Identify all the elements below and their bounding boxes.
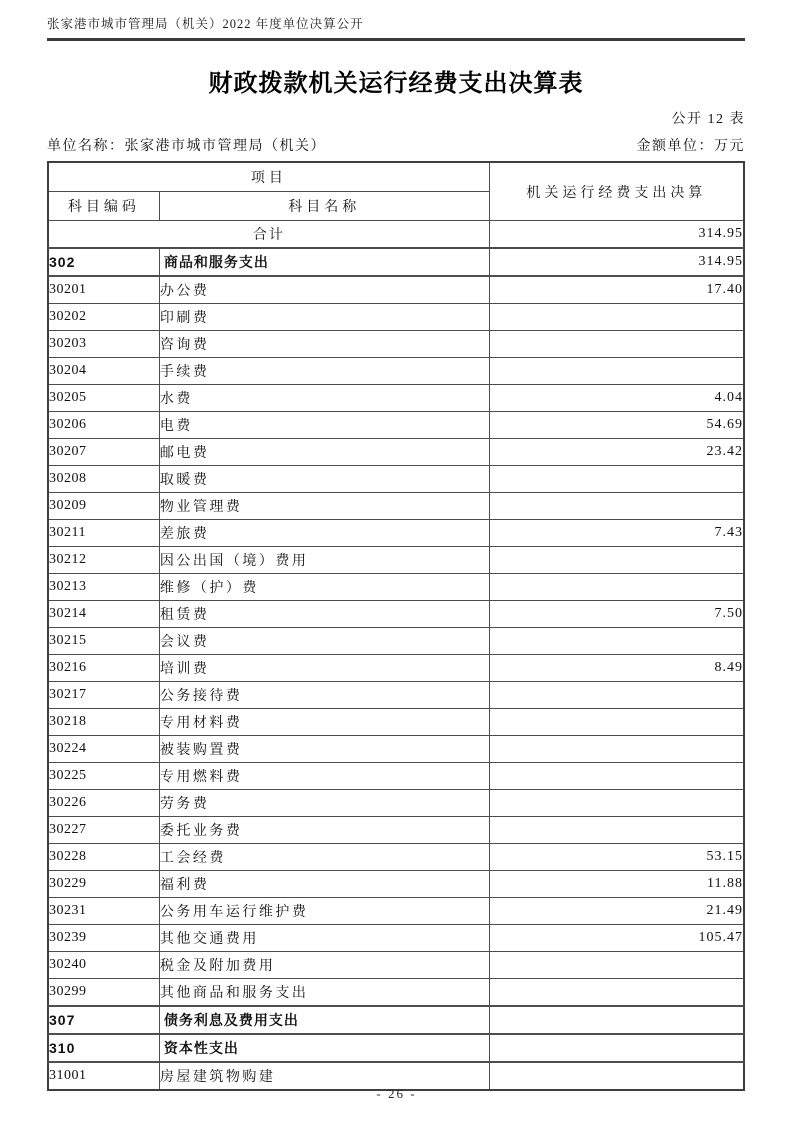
subject-code-cell: 30216 [48, 655, 159, 682]
subject-name-cell: 因公出国（境）费用 [159, 547, 489, 574]
subject-name-cell: 取暖费 [159, 466, 489, 493]
table-row [48, 1006, 744, 1034]
table-row [48, 979, 744, 1007]
header-subject-code: 科目编码 [48, 192, 159, 221]
value-cell [489, 358, 744, 385]
subject-code-cell: 30213 [48, 574, 159, 601]
table-row [48, 736, 744, 763]
table-number-label: 公开 12 表 [671, 112, 745, 127]
subject-code-cell: 30203 [48, 331, 159, 358]
subject-code-cell: 30224 [48, 736, 159, 763]
subject-code-cell: 30204 [48, 358, 159, 385]
page-title: 财政拨款机关运行经费支出决算表 [208, 70, 584, 97]
value-cell [489, 979, 744, 1007]
subject-code-cell: 30208 [48, 466, 159, 493]
table-row [48, 520, 744, 547]
table-row [48, 412, 744, 439]
subject-name-cell: 印刷费 [159, 304, 489, 331]
subject-code-cell: 30209 [48, 493, 159, 520]
table-row [48, 276, 744, 304]
subject-name-cell: 商品和服务支出 [159, 248, 489, 276]
value-cell [489, 682, 744, 709]
subject-code-cell: 302 [48, 248, 159, 276]
value-cell [489, 817, 744, 844]
value-cell [489, 790, 744, 817]
subject-code-cell: 30299 [48, 979, 159, 1007]
subject-code-cell: 30201 [48, 276, 159, 304]
table-header-row-1 [48, 162, 744, 192]
value-cell [489, 952, 744, 979]
table-row [48, 574, 744, 601]
subject-code-cell: 30239 [48, 925, 159, 952]
total-label-cell: 合计 [48, 221, 489, 249]
subject-name-cell: 办公费 [159, 276, 489, 304]
table-row [48, 763, 744, 790]
table-row [48, 898, 744, 925]
table-row [48, 358, 744, 385]
subject-code-cell: 30229 [48, 871, 159, 898]
value-cell [489, 1006, 744, 1034]
value-cell: 53.15 [489, 844, 744, 871]
table-row [48, 601, 744, 628]
subject-code-cell: 30202 [48, 304, 159, 331]
value-cell: 23.42 [489, 439, 744, 466]
value-cell: 7.43 [489, 520, 744, 547]
subject-code-cell: 31001 [48, 1062, 159, 1090]
subject-name-cell: 培训费 [159, 655, 489, 682]
value-cell [489, 628, 744, 655]
value-cell [489, 1034, 744, 1062]
subject-name-cell: 公务接待费 [159, 682, 489, 709]
subject-name-cell: 物业管理费 [159, 493, 489, 520]
value-cell: 105.47 [489, 925, 744, 952]
subject-name-cell: 委托业务费 [159, 817, 489, 844]
subject-name-cell: 公务用车运行维护费 [159, 898, 489, 925]
value-cell: 54.69 [489, 412, 744, 439]
table-row [48, 709, 744, 736]
subject-name-cell: 债务利息及费用支出 [159, 1006, 489, 1034]
amount-unit-label: 金额单位：万元 [636, 139, 745, 154]
table-row [48, 547, 744, 574]
value-cell: 8.49 [489, 655, 744, 682]
subject-name-cell: 手续费 [159, 358, 489, 385]
table-row [48, 628, 744, 655]
subject-name-cell: 邮电费 [159, 439, 489, 466]
subject-code-cell: 30240 [48, 952, 159, 979]
table-row-total [48, 221, 744, 249]
unit-name-label: 单位名称：张家港市城市管理局（机关） [47, 139, 326, 154]
table-row [48, 304, 744, 331]
value-cell [489, 493, 744, 520]
table-row [48, 871, 744, 898]
subject-code-cell: 30212 [48, 547, 159, 574]
subject-code-cell: 30205 [48, 385, 159, 412]
subject-code-cell: 30226 [48, 790, 159, 817]
subject-name-cell: 其他交通费用 [159, 925, 489, 952]
header-value-column: 机关运行经费支出决算 [489, 162, 744, 221]
subject-name-cell: 福利费 [159, 871, 489, 898]
subject-code-cell: 30211 [48, 520, 159, 547]
page-number: - 26 - [376, 1086, 417, 1101]
total-value-cell: 314.95 [489, 221, 744, 249]
subject-name-cell: 劳务费 [159, 790, 489, 817]
table-meta-row [47, 135, 745, 155]
value-cell [489, 547, 744, 574]
value-cell [489, 574, 744, 601]
value-cell: 7.50 [489, 601, 744, 628]
value-cell [489, 304, 744, 331]
subject-name-cell: 水费 [159, 385, 489, 412]
value-cell [489, 466, 744, 493]
subject-code-cell: 30215 [48, 628, 159, 655]
subject-name-cell: 维修（护）费 [159, 574, 489, 601]
subject-code-cell: 310 [48, 1034, 159, 1062]
table-row [48, 817, 744, 844]
value-cell [489, 763, 744, 790]
expenditure-table [47, 161, 745, 1091]
subject-code-cell: 307 [48, 1006, 159, 1034]
table-row [48, 466, 744, 493]
subject-name-cell: 被装购置费 [159, 736, 489, 763]
subject-name-cell: 税金及附加费用 [159, 952, 489, 979]
table-row [48, 493, 744, 520]
header-subject-name: 科目名称 [159, 192, 489, 221]
table-row [48, 439, 744, 466]
subject-name-cell: 专用燃料费 [159, 763, 489, 790]
subject-code-cell: 30225 [48, 763, 159, 790]
value-cell [489, 736, 744, 763]
subject-code-cell: 30207 [48, 439, 159, 466]
subject-code-cell: 30218 [48, 709, 159, 736]
subject-name-cell: 电费 [159, 412, 489, 439]
subject-name-cell: 资本性支出 [159, 1034, 489, 1062]
subject-name-cell: 咨询费 [159, 331, 489, 358]
value-cell: 4.04 [489, 385, 744, 412]
table-row [48, 952, 744, 979]
value-cell: 11.88 [489, 871, 744, 898]
subject-name-cell: 其他商品和服务支出 [159, 979, 489, 1007]
subject-name-cell: 差旅费 [159, 520, 489, 547]
subject-code-cell: 30217 [48, 682, 159, 709]
subject-code-cell: 30214 [48, 601, 159, 628]
table-row [48, 682, 744, 709]
subject-code-cell: 30206 [48, 412, 159, 439]
subject-name-cell: 会议费 [159, 628, 489, 655]
subject-name-cell: 租赁费 [159, 601, 489, 628]
document-header-text: 张家港市城市管理局（机关）2022 年度单位决算公开 [47, 12, 745, 41]
subject-code-cell: 30228 [48, 844, 159, 871]
table-row [48, 385, 744, 412]
subject-name-cell: 工会经费 [159, 844, 489, 871]
subject-name-cell: 专用材料费 [159, 709, 489, 736]
value-cell [489, 709, 744, 736]
table-row [48, 1034, 744, 1062]
table-row [48, 844, 744, 871]
subject-name-cell: 房屋建筑物购建 [159, 1062, 489, 1090]
subject-code-cell: 30231 [48, 898, 159, 925]
table-row [48, 790, 744, 817]
table-row [48, 655, 744, 682]
table-row [48, 248, 744, 276]
value-cell: 21.49 [489, 898, 744, 925]
subject-code-cell: 30227 [48, 817, 159, 844]
header-item-group: 项目 [48, 162, 489, 192]
value-cell: 17.40 [489, 276, 744, 304]
table-row [48, 331, 744, 358]
value-cell [489, 331, 744, 358]
table-row [48, 925, 744, 952]
value-cell: 314.95 [489, 248, 744, 276]
